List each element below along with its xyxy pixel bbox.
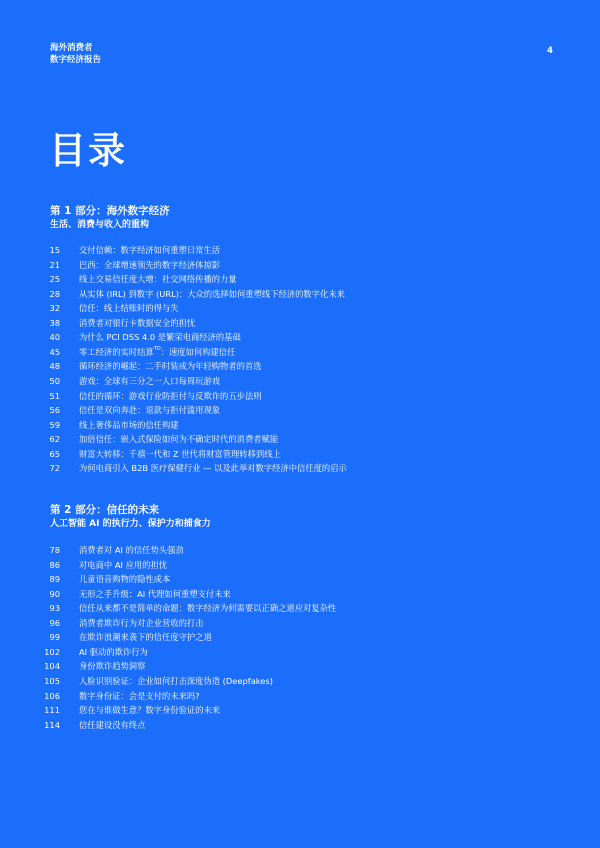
- toc-page-number: 38: [49, 317, 60, 328]
- toc-entry-title: 您在与谁做生意？数字身份验证的未来: [79, 705, 221, 716]
- toc-page-number: 90: [49, 588, 60, 599]
- report-header: [50, 42, 101, 66]
- toc-page-number: 89: [49, 574, 60, 585]
- toc-page-number: 105: [44, 675, 60, 686]
- toc-entry-title: 游戏：全球有三分之一人口每周玩游戏: [79, 375, 221, 386]
- toc-entry-title: 从实体 (IRL) 到数字 (URL)：大众的选择如何重塑线下经济的数字化未来: [79, 288, 345, 299]
- toc-entry-title: 零工经济的实时结算$^{TO}$：速度如何构建信任: [79, 345, 236, 357]
- toc-entry-title: 消费者对 AI 的信任势头强劲: [79, 545, 184, 555]
- part-1-subheading: 生活、消费与收入的重构: [50, 220, 150, 230]
- toc-entry[interactable]: [0, 345, 600, 359]
- toc-entry-title: 信任的循环：游戏行业防拒付与反欺诈的五步法则: [79, 390, 262, 401]
- toc-entry[interactable]: [0, 287, 600, 301]
- toc-page-number: 93: [49, 603, 60, 614]
- part-1-header: [50, 204, 170, 232]
- toc-page-number: 40: [49, 332, 60, 343]
- toc-page-number: 25: [49, 274, 60, 285]
- toc-entry-title: 人脸识别验证：企业如何打击深度伪造 (Deepfakes): [79, 675, 273, 686]
- toc-entry[interactable]: [0, 601, 600, 615]
- toc-page-number: 32: [49, 303, 60, 314]
- toc-entry-title: 数字身份证：会是支付的未来吗?: [79, 690, 200, 701]
- toc-entry-title: 儿童语音购物的隐性成本: [79, 574, 171, 585]
- toc-entry-title: 对电商中 AI 应用的担忧: [79, 559, 168, 570]
- toc-entry[interactable]: [0, 316, 600, 330]
- toc-entry-title: 消费者欺诈行为对企业营收的打击: [79, 617, 204, 628]
- toc-entry-title: 为什么 PCI DSS 4.0 是繁荣电商经济的基础: [79, 332, 241, 343]
- toc-page-number: 56: [49, 405, 60, 416]
- toc-entry[interactable]: [0, 403, 600, 417]
- toc-entry[interactable]: [0, 572, 600, 586]
- page-number: 4: [547, 46, 553, 56]
- toc-entry[interactable]: [0, 630, 600, 644]
- part-1-heading: 第 1 部分：海外数字经济: [50, 205, 170, 217]
- toc-entry[interactable]: [0, 674, 600, 688]
- toc-entry-title: 信任从来都不是简单的命题：数字经济为何需要以正确之道应对复杂性: [79, 603, 337, 614]
- toc-entry-title: 信任建设没有终点: [79, 719, 146, 730]
- toc-entry[interactable]: [0, 243, 600, 257]
- toc-entry[interactable]: [0, 587, 600, 601]
- toc-entry[interactable]: [0, 447, 600, 461]
- page-title: 目录: [49, 129, 127, 172]
- toc-page-number: 21: [49, 259, 60, 270]
- toc-page-number: 28: [49, 288, 60, 299]
- toc-entry[interactable]: [0, 703, 600, 717]
- toc-entry[interactable]: [0, 645, 600, 659]
- toc-entry[interactable]: [0, 432, 600, 446]
- toc-entry-title: AI 驱动的欺诈行为: [79, 646, 148, 657]
- toc-entry[interactable]: [0, 418, 600, 432]
- toc-entry-title: 财富大转移：千禧一代和 Z 世代将财富管理转移到线上: [79, 448, 281, 459]
- toc-page-number: 114: [44, 719, 60, 730]
- toc-page-number: 78: [49, 545, 60, 555]
- toc-page-number: 96: [49, 617, 60, 628]
- toc-entry[interactable]: [0, 301, 600, 315]
- toc-entry-title: 巴西：全球增速领先的数字经济体掠影: [79, 259, 221, 270]
- toc-page-number: 111: [44, 705, 60, 716]
- toc-page-number: 65: [49, 448, 60, 459]
- part-2-header: [50, 503, 211, 531]
- toc-page-number: 59: [49, 419, 60, 430]
- toc-entry[interactable]: [0, 258, 600, 272]
- toc-entry[interactable]: [0, 461, 600, 475]
- part-2-subheading: 人工智能 AI 的执行力、保护力和捕食力: [50, 519, 211, 529]
- toc-page-number: 106: [44, 690, 60, 701]
- toc-entry[interactable]: [0, 616, 600, 630]
- toc-entry-title: 为何电商引入 B2B 医疗保健行业 — 以及此举对数字经济中信任度的启示: [79, 463, 347, 474]
- part-2-heading: 第 2 部分：信任的未来: [50, 504, 160, 516]
- toc-entry[interactable]: [0, 374, 600, 388]
- toc-entry[interactable]: [0, 558, 600, 572]
- toc-page-number: 45: [49, 346, 60, 357]
- toc-page-number: 50: [49, 375, 60, 386]
- toc-page-number: 48: [49, 361, 60, 372]
- toc-entry[interactable]: [0, 330, 600, 344]
- toc-entry-title: 循环经济的崛起：二手时装成为年轻购物者的首选: [79, 361, 262, 372]
- toc-page-number: 62: [49, 434, 60, 445]
- toc-entry-title: 消费者对银行卡数据安全的担忧: [79, 317, 196, 328]
- toc-entry[interactable]: [0, 659, 600, 673]
- header-line-1: 海外消费者: [50, 43, 93, 53]
- toc-entry-title: 信任：线上结账时的得与失: [79, 303, 179, 314]
- toc-entry-title: 线上交易信任度大增：社交网络传播的力量: [79, 274, 237, 285]
- toc-page-number: 72: [49, 463, 60, 474]
- toc-entry[interactable]: [0, 359, 600, 373]
- toc-entry-title: 线上奢侈品市场的信任构建: [79, 419, 179, 430]
- toc-entry-title: 在欺诈浪潮来袭下的信任度守护之道: [79, 632, 212, 643]
- toc-page-number: 51: [49, 390, 60, 401]
- toc-page-number: 104: [44, 661, 60, 672]
- toc-entry-title: 身份欺诈趋势洞察: [79, 661, 146, 672]
- toc-entry-title: 加倍信任：嵌入式保险如何为不确定时代的消费者赋能: [79, 434, 279, 445]
- toc-page-number: 15: [49, 245, 60, 255]
- toc-entry[interactable]: [0, 689, 600, 703]
- toc-entry[interactable]: [0, 272, 600, 286]
- toc-page-number: 102: [44, 646, 60, 657]
- toc-entry-title: 信任是双向奔赴：退款与拒付滥用现象: [79, 405, 221, 416]
- toc-entry-title: 无形之手升级：AI 代理如何重塑支付未来: [79, 588, 231, 599]
- toc-page-number: 86: [49, 559, 60, 570]
- toc-entry-title: 交付信赖：数字经济如何重塑日常生活: [79, 245, 221, 255]
- header-line-2: 数字经济报告: [50, 55, 102, 65]
- toc-page-number: 99: [49, 632, 60, 643]
- toc-entry[interactable]: [0, 389, 600, 403]
- toc-entry[interactable]: [0, 718, 600, 732]
- toc-entry[interactable]: [0, 543, 600, 557]
